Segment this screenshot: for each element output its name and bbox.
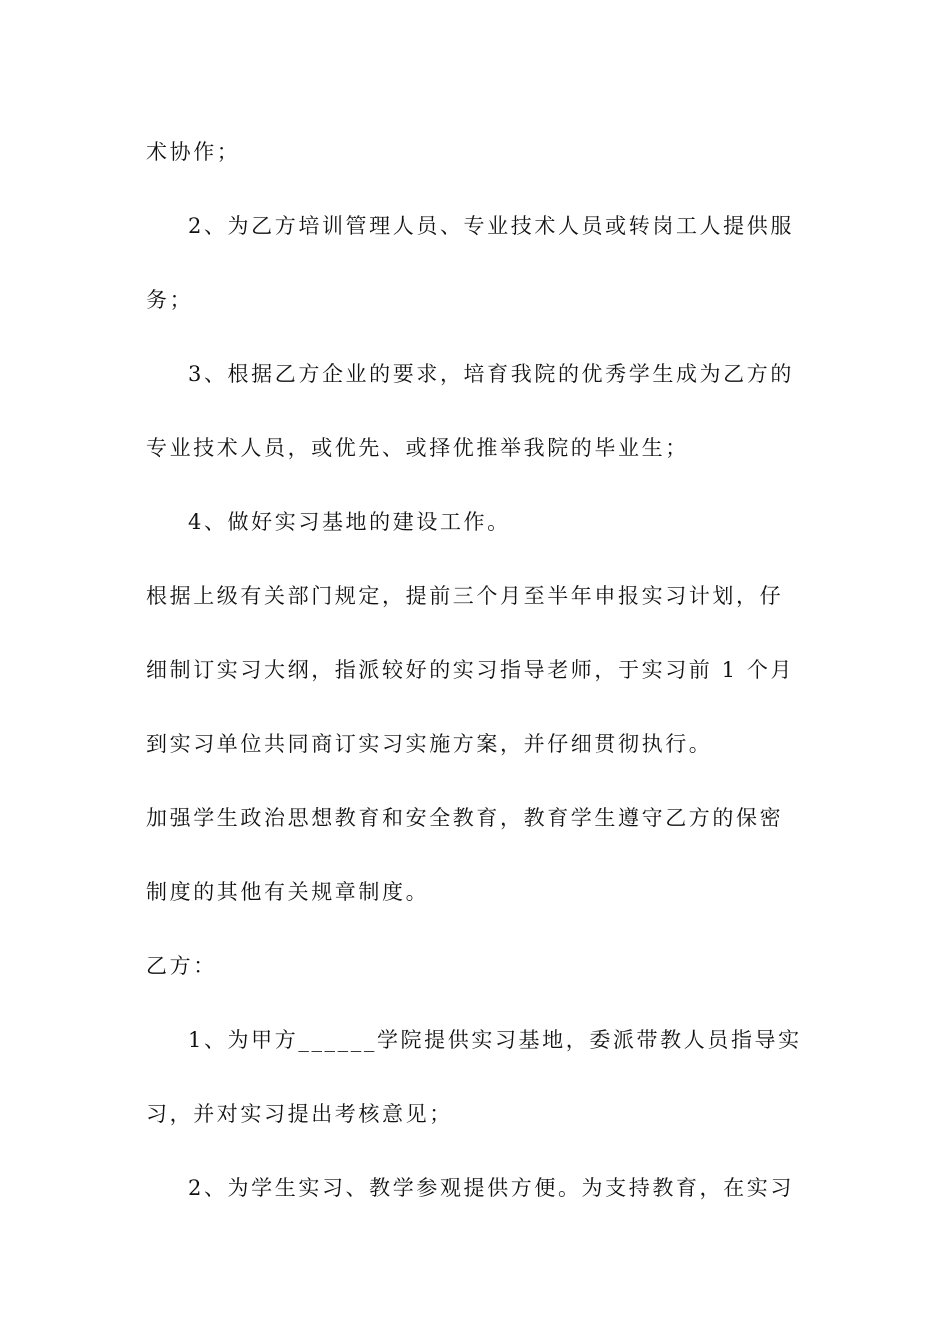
text-line: 习，并对实习提出考核意见； — [146, 1102, 453, 1126]
text-line: 制度的其他有关规章制度。 — [146, 880, 430, 904]
section-heading: 乙方： — [146, 954, 217, 978]
text-line: 根据上级有关部门规定，提前三个月至半年申报实习计划，仔 — [146, 584, 784, 608]
text-line: 2、为学生实习、教学参观提供方便。为支持教育，在实习 — [188, 1176, 794, 1200]
text-line: 4、做好实习基地的建设工作。 — [188, 510, 511, 534]
text-line: 专业技术人员，或优先、或择优推举我院的毕业生； — [146, 436, 689, 460]
text-line: 务； — [146, 288, 194, 312]
text-line: 术协作； — [146, 140, 241, 164]
text-line: 加强学生政治思想教育和安全教育，教育学生遵守乙方的保密 — [146, 806, 784, 830]
text-line: 1、为甲方______学院提供实习基地，委派带教人员指导实 — [188, 1028, 802, 1052]
text-line: 细制订实习大纲，指派较好的实习指导老师，于实习前 1 个月 — [146, 658, 795, 682]
text-line: 3、根据乙方企业的要求，培育我院的优秀学生成为乙方的 — [188, 362, 794, 386]
text-line: 2、为乙方培训管理人员、专业技术人员或转岗工人提供服 — [188, 214, 794, 238]
text-line: 到实习单位共同商订实习实施方案，并仔细贯彻执行。 — [146, 732, 713, 756]
